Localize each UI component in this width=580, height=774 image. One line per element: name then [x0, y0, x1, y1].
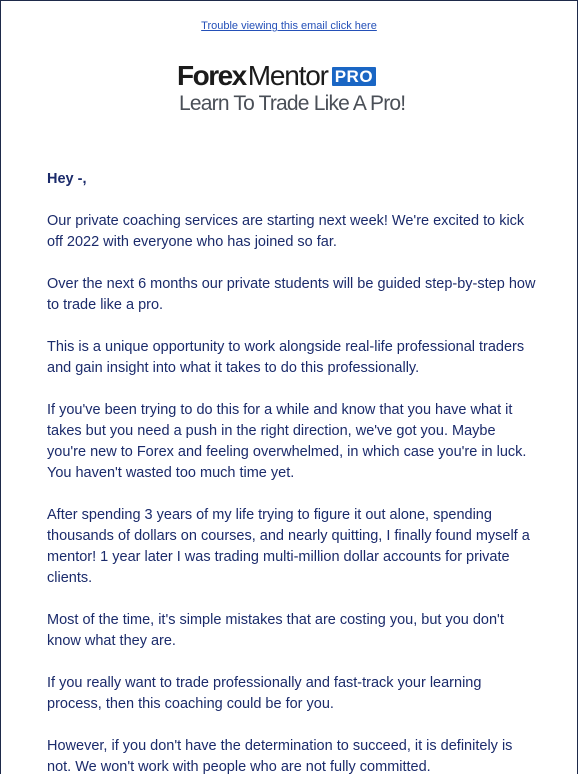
paragraph: However, if you don't have the determination to succeed, it is definitely is not. We won't work with people who are not fully committed. [47, 738, 513, 774]
logo-wordmark [177, 61, 376, 91]
greeting: Hey -, [47, 171, 87, 187]
paragraph: Over the next 6 months our private students will be guided step-by-step how to trade like a pro. [47, 276, 536, 313]
trouble-viewing-link[interactable]: Trouble viewing this email click here [201, 20, 377, 32]
paragraph: If you really want to trade professionally and fast-track your learning process, then this coaching could be for you. [47, 675, 482, 712]
trouble-viewing-row [1, 20, 577, 32]
logo-word-mentor: Mentor [247, 60, 328, 91]
forexmentor-pro-logo[interactable] [177, 61, 417, 121]
paragraph: Our private coaching services are starting next week! We're excited to kick off 2022 with everyone who has joined so far. [47, 213, 525, 250]
logo-word-forex: Forex [177, 60, 246, 91]
logo-pro-badge: PRO [332, 67, 376, 86]
paragraph: This is a unique opportunity to work alongside real-life professional traders and gain insight into what it takes to do this professionally. [47, 339, 525, 376]
logo-tagline: Learn To Trade Like A Pro! [179, 92, 406, 115]
paragraph: If you've been trying to do this for a while and know that you have what it takes but you need a push in the right direction, we've got you. Maybe you're new to Forex and feeling overwhelmed, in which case you're in luck. You haven't wasted too much time yet. [47, 402, 527, 481]
paragraph: After spending 3 years of my life trying to figure it out alone, spending thousands of dollars on courses, and nearly quitting, I finally found myself a mentor! 1 year later I was trading multi-million dollar accounts for private clients. [47, 507, 530, 586]
email-body [47, 169, 537, 774]
paragraph: Most of the time, it's simple mistakes that are costing you, but you don't know what they are. [47, 612, 504, 649]
